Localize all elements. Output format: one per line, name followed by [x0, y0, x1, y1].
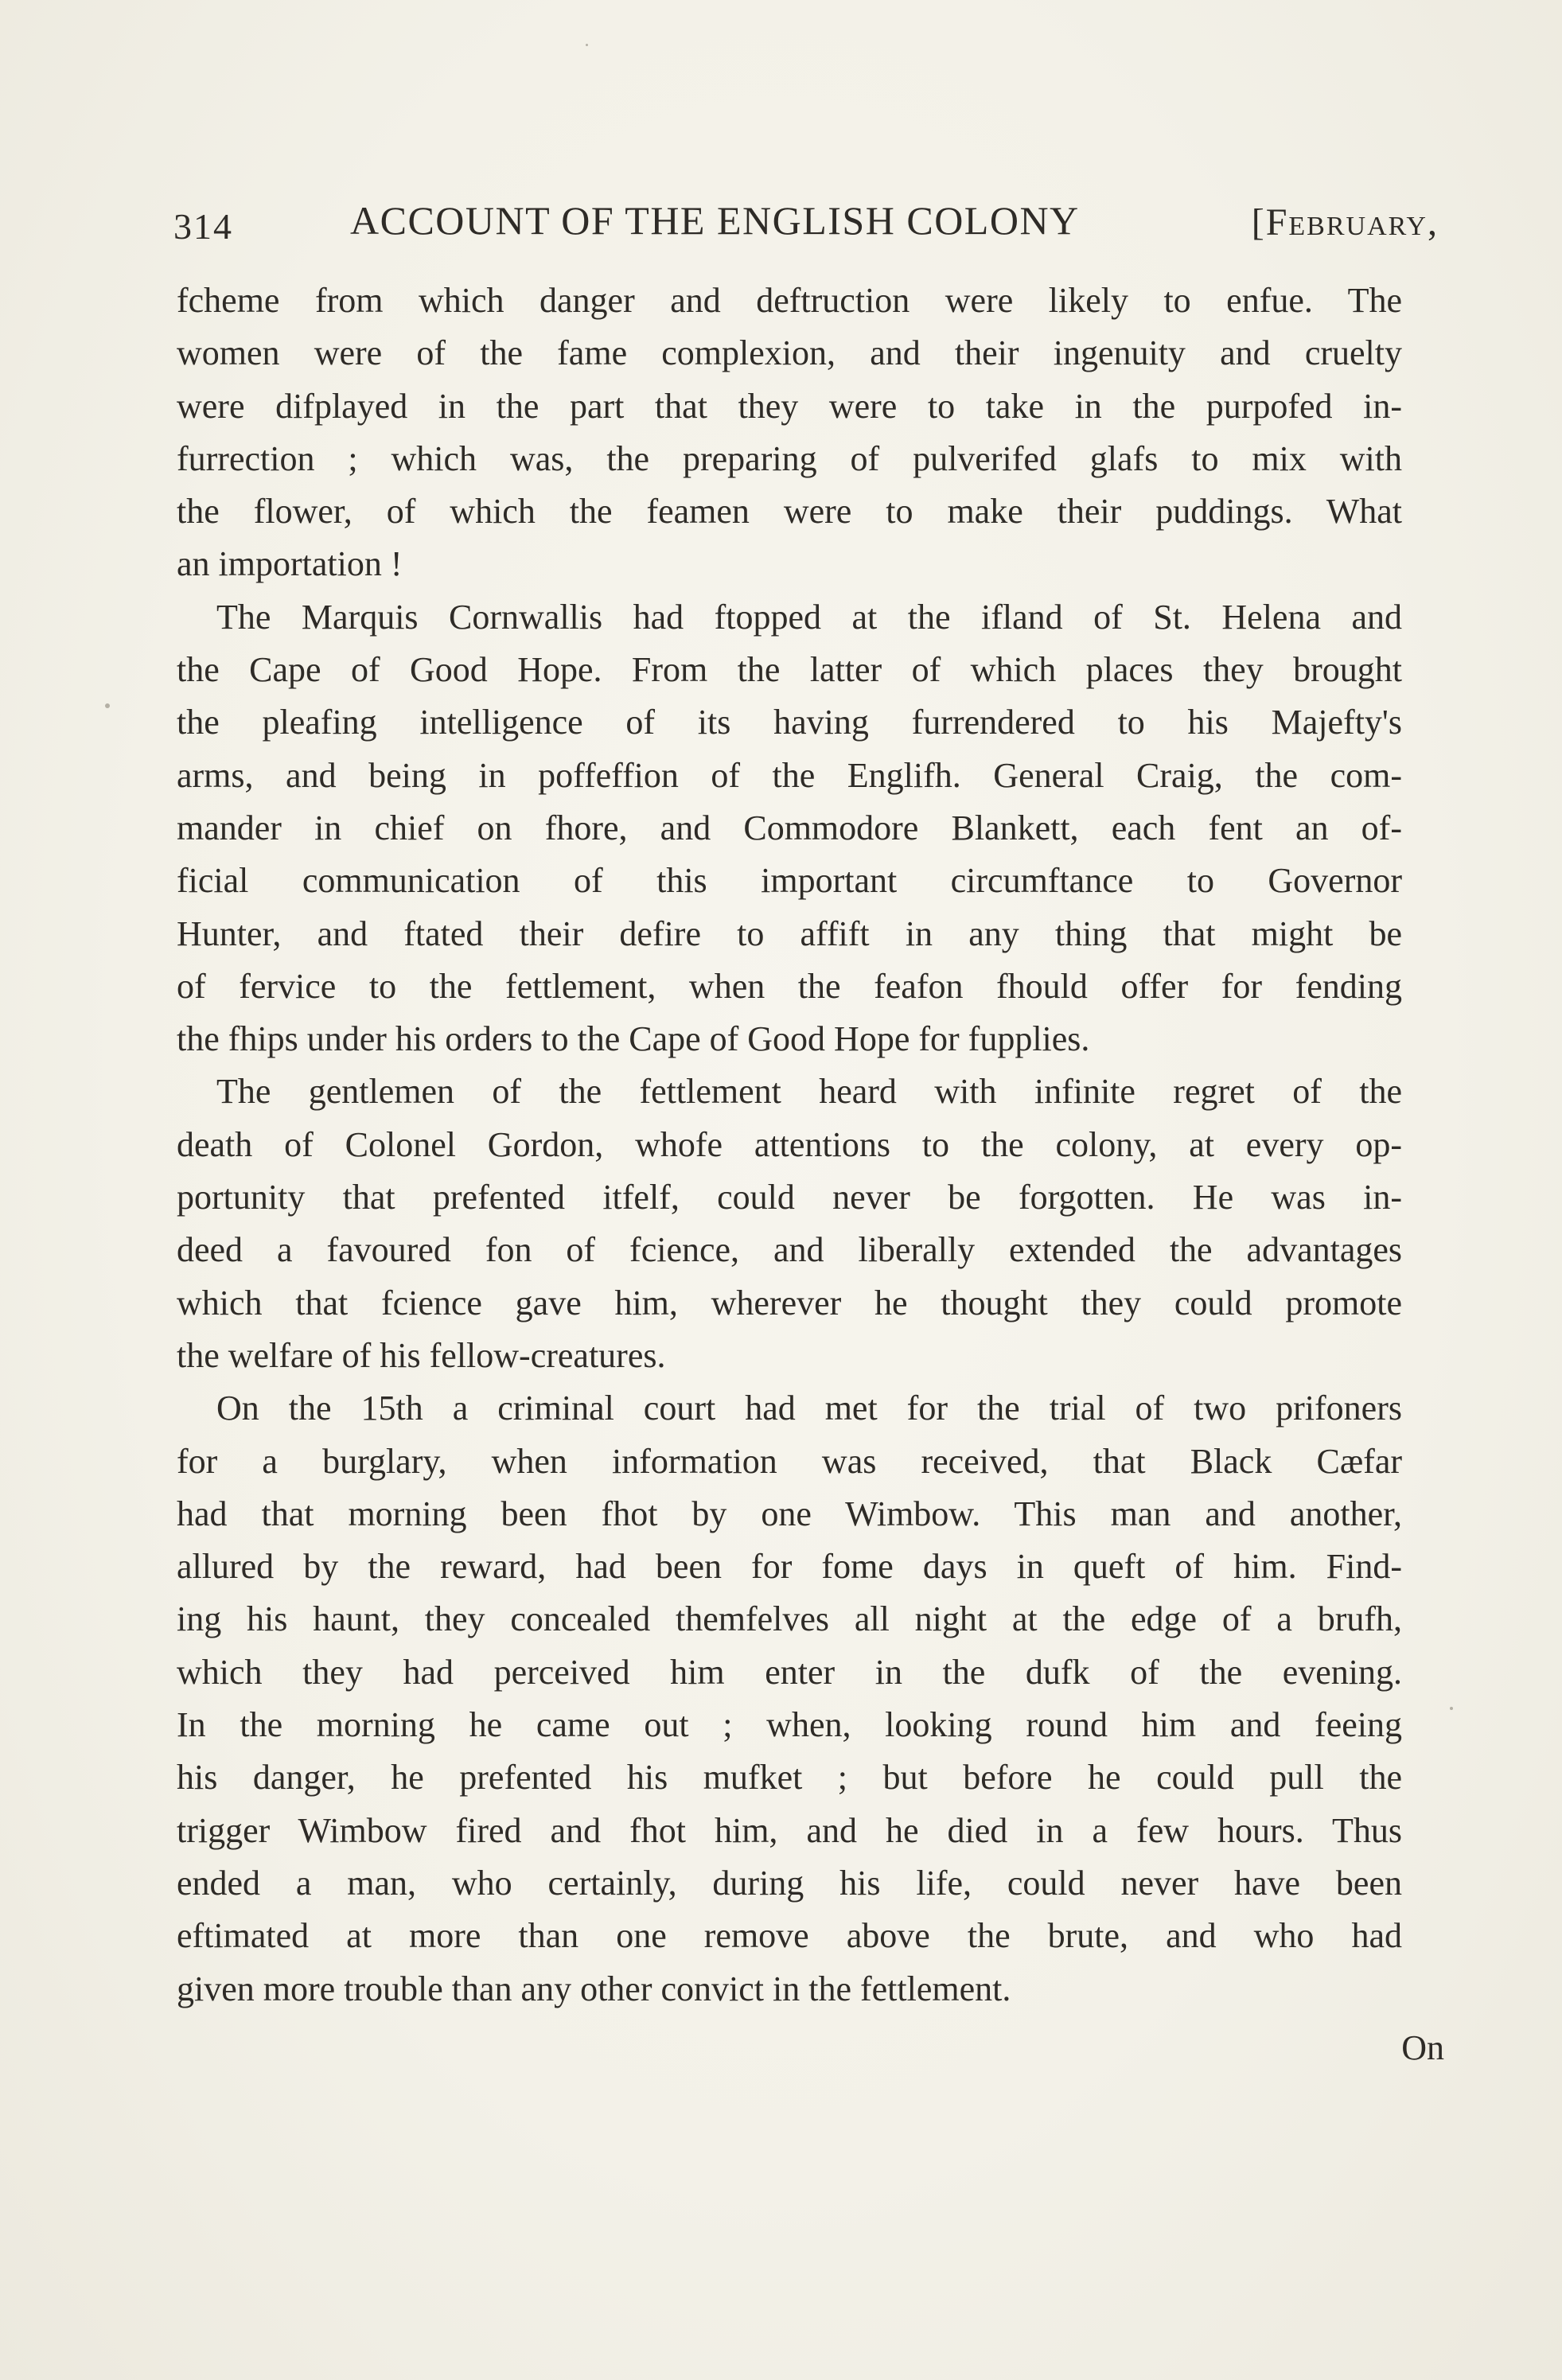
text-line: women were of the fame complexion, and their ingenuity and cruelty — [177, 333, 1402, 373]
text-line: an importation ! — [177, 544, 403, 584]
text-line: were difplayed in the part that they were to take in the purpofed in- — [177, 386, 1402, 426]
text-line: ended a man, who certainly, during his life, could never have been — [177, 1863, 1402, 1903]
text-line: deed a favoured fon of fcience, and liberally extended the advantages — [177, 1230, 1402, 1270]
text-line: allured by the reward, had been for fome days in queft of him. Find- — [177, 1547, 1402, 1587]
text-line: the welfare of his fellow-creatures. — [177, 1335, 666, 1375]
running-month: [February, — [1251, 201, 1439, 243]
body-text — [177, 275, 1402, 2016]
paragraph-first-line: The Marquis Cornwallis had ftopped at the ifland of St. Helena and — [216, 597, 1402, 637]
text-line: ficial communication of this important circumftance to Governor — [177, 861, 1402, 901]
text-line: eftimated at more than one remove above the brute, and who had — [177, 1916, 1402, 1956]
paper-speck — [586, 44, 588, 46]
text-line: his danger, he prefented his mufket ; but before he could pull the — [177, 1758, 1402, 1798]
text-line: had that morning been fhot by one Wimbow. This man and another, — [177, 1494, 1402, 1533]
text-line: death of Colonel Gordon, whofe attentions to the colony, at every op- — [177, 1124, 1402, 1164]
running-head — [173, 197, 1439, 253]
text-line: trigger Wimbow fired and fhot him, and he died in a few hours. Thus — [177, 1810, 1402, 1850]
text-line: the flower, of which the feamen were to make their puddings. What — [177, 492, 1402, 532]
text-line: given more trouble than any other convict in the fettlement. — [177, 1969, 1011, 2008]
text-line: furrection ; which was, the preparing of pulverifed glafs to mix with — [177, 438, 1402, 478]
text-line: which they had perceived him enter in the dufk of the evening. — [177, 1652, 1402, 1692]
text-line: for a burglary, when information was received, that Black Cæfar — [177, 1441, 1402, 1481]
text-line: which that fcience gave him, wherever he thought they could promote — [177, 1283, 1402, 1322]
page-number: 314 — [173, 206, 233, 247]
text-line: mander in chief on fhore, and Commodore Blankett, each fent an of- — [177, 808, 1402, 847]
text-line: of fervice to the fettlement, when the feafon fhould offer for fending — [177, 966, 1402, 1006]
paper-speck — [105, 703, 110, 708]
paragraph-first-line: On the 15th a criminal court had met for the trial of two prifoners — [216, 1389, 1402, 1428]
paragraph-first-line: The gentlemen of the fettlement heard with infinite regret of the — [216, 1072, 1402, 1112]
text-line: ing his haunt, they concealed themfelves all night at the edge of a brufh, — [177, 1599, 1402, 1639]
text-line: arms, and being in poffeffion of the Englifh. General Craig, the com- — [177, 755, 1402, 795]
text-line: In the morning he came out ; when, looking round him and feeing — [177, 1705, 1402, 1745]
catchword: On — [1401, 2028, 1444, 2067]
running-title: ACCOUNT OF THE ENGLISH COLONY — [350, 198, 1080, 243]
paper-speck — [1450, 1707, 1453, 1710]
text-line: the Cape of Good Hope. From the latter of which places they brought — [177, 650, 1402, 690]
text-line: portunity that prefented itfelf, could never be forgotten. He was in- — [177, 1178, 1402, 1217]
text-line: fcheme from which danger and deftruction were likely to enfue. The — [177, 281, 1402, 320]
text-line: the pleafing intelligence of its having furrendered to his Majefty's — [177, 703, 1402, 742]
text-line: the fhips under his orders to the Cape of Good Hope for fupplies. — [177, 1019, 1090, 1059]
text-line: Hunter, and ftated their defire to affift in any thing that might be — [177, 913, 1402, 953]
